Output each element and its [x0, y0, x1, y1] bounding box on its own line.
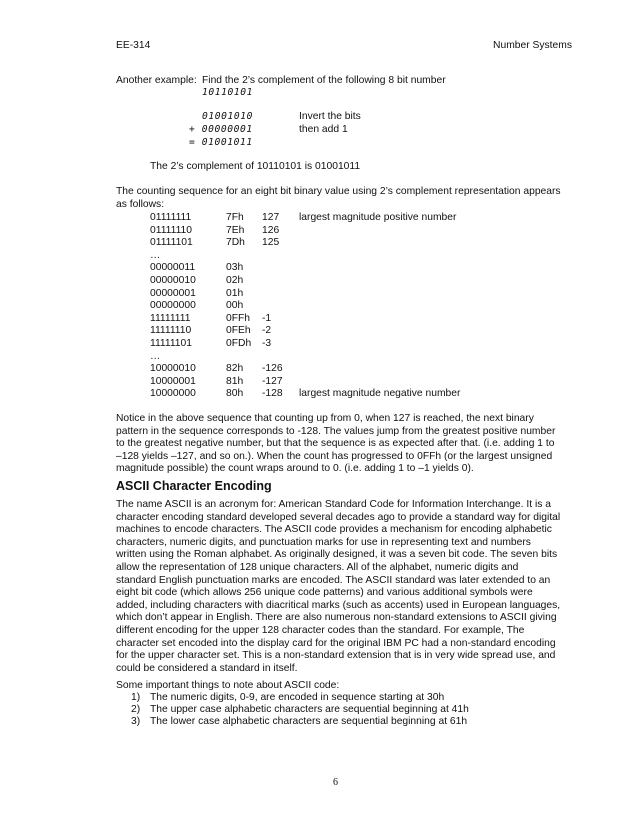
- seq-binary: 11111101: [150, 338, 192, 349]
- notice-line: –128 yields –127, and so on.). When the count has progressed to 0FFh (or the largest unsigned: [116, 450, 553, 462]
- seq-hex: 0FDh: [226, 338, 252, 349]
- seq-hex: 03h: [226, 262, 244, 274]
- ascii-line: machines to encode characters. The ASCII code provides a mechanism for encoding alphabetic: [116, 524, 552, 536]
- counting-intro-line: The counting sequence for an eight bit binary value using 2’s complement representation appears: [116, 186, 561, 197]
- seq-hex: 81h: [226, 375, 244, 387]
- seq-hex: 01h: [226, 287, 244, 299]
- seq-binary: 00000010: [150, 275, 196, 286]
- seq-hex: 0FEh: [226, 325, 251, 337]
- seq-binary: 01111110: [150, 224, 192, 236]
- note-add: then add 1: [299, 124, 348, 135]
- seq-row: [0, 250, 638, 263]
- seq-binary: …: [150, 350, 161, 362]
- seq-hex: 02h: [226, 275, 244, 286]
- seq-binary: 00000001: [150, 287, 196, 299]
- seq-row: [0, 376, 638, 389]
- seq-hex: 82h: [226, 363, 244, 375]
- seq-row: [0, 351, 638, 364]
- ascii-line: character set encoded into the display card for the original IBM PC had a non-standard encoding: [116, 637, 556, 649]
- seq-binary: 00000000: [150, 300, 196, 312]
- ascii-line: character encoding standard developed several decades ago to provide a standard way for digital: [116, 511, 561, 523]
- inverted-bits: 01001010: [202, 111, 254, 122]
- seq-binary: 11111111: [150, 312, 191, 324]
- seq-binary: 11111110: [150, 325, 192, 337]
- seq-decimal: -1: [262, 312, 272, 324]
- seq-row: [0, 212, 638, 225]
- ascii-line: for the upper character set. This is a non-standard extension that is in very wide spread use, and: [116, 650, 556, 662]
- seq-row: [0, 275, 638, 288]
- example-number: 10110101: [202, 87, 254, 98]
- seq-binary: 01111101: [150, 237, 193, 249]
- counting-sequence-table: [0, 212, 638, 402]
- seq-decimal: -2: [262, 325, 272, 337]
- note-number: 3): [131, 716, 141, 727]
- seq-row: [0, 237, 638, 250]
- notice-line: Notice in the above sequence that counting up from 0, when 127 is reached, the next binary: [116, 413, 534, 424]
- counting-intro: [116, 186, 576, 211]
- ascii-paragraph: [116, 499, 576, 675]
- ascii-line: eight bit code (which allows 256 unique code patterns) and various additional symbols were: [116, 587, 533, 599]
- seq-hex: 80h: [226, 388, 244, 400]
- ascii-line: could be considered a standard in itself.: [116, 662, 298, 674]
- example-prompt: Find the 2’s complement of the following 8 bit number: [202, 75, 446, 86]
- seq-row: [0, 288, 638, 301]
- seq-decimal: -3: [262, 338, 272, 349]
- notice-line: to the greatest negative number, but that the sequence is as expected after that. (i.e. adding 1 to: [116, 438, 555, 450]
- notice-line: pattern in the sequence corresponds to -128. The values jump from the greatest positive number: [116, 425, 556, 437]
- example-lead: Another example:: [116, 75, 197, 86]
- seq-decimal: 125: [262, 237, 280, 249]
- seq-row: [0, 325, 638, 338]
- header-right: Number Systems: [493, 40, 572, 51]
- notice-line: magnitude possible) the count wraps around to 0. (i.e. adding 1 to –1 yields 0).: [116, 463, 474, 475]
- ascii-line: different encoding for the upper 128 character codes than the standard. For example, The: [116, 624, 525, 636]
- seq-decimal: -127: [262, 375, 283, 387]
- ascii-line: standard English punctuation marks are encoded. The ASCII standard was later extended to an: [116, 574, 551, 586]
- note-number: 1): [131, 692, 141, 703]
- counting-intro-line: as follows:: [116, 198, 165, 210]
- seq-hex: 0FFh: [226, 312, 251, 324]
- ascii-line: characters, numeric digits, and punctuation marks for use in representing text and numbers: [116, 536, 531, 548]
- seq-binary: 10000000: [150, 388, 196, 400]
- equals-line: = 01001011: [189, 137, 253, 148]
- notice-paragraph: [116, 413, 576, 476]
- ascii-line: The name ASCII is an acronym for: American Standard Code for Information Interchange. It is a: [116, 499, 551, 510]
- notes-intro: Some important things to note about ASCII code:: [116, 680, 340, 691]
- seq-decimal: 126: [262, 224, 280, 236]
- seq-hex: 7Eh: [226, 224, 245, 236]
- ascii-line: which don’t appear in English. There are also numerous non-standard extensions to ASCII giving: [116, 612, 557, 624]
- seq-note: largest magnitude positive number: [299, 212, 457, 223]
- seq-hex: 00h: [226, 300, 244, 312]
- seq-decimal: -126: [262, 363, 283, 375]
- seq-binary: 10000010: [150, 363, 196, 375]
- seq-note: largest magnitude negative number: [299, 388, 461, 400]
- note-text: The upper case alphabetic characters are sequential beginning at 41h: [150, 704, 469, 715]
- note-text: The numeric digits, 0-9, are encoded in sequence starting at 30h: [150, 692, 445, 703]
- note-text: The lower case alphabetic characters are sequential beginning at 61h: [150, 716, 468, 727]
- seq-decimal: 127: [262, 212, 280, 223]
- plus-line: + 00000001: [189, 124, 253, 135]
- seq-binary: 00000011: [150, 262, 196, 274]
- seq-binary: 01111111: [150, 212, 192, 223]
- note-invert: Invert the bits: [299, 111, 361, 122]
- ascii-heading: ASCII Character Encoding: [116, 479, 272, 493]
- seq-binary: 10000001: [150, 375, 196, 387]
- ascii-line: added, including characters with diacritical marks (such as accents) used in European languages,: [116, 599, 561, 611]
- seq-row: [0, 338, 638, 351]
- header-left: EE-314: [116, 40, 151, 51]
- page-number: 6: [333, 777, 338, 788]
- seq-row: [0, 313, 638, 326]
- ascii-line: allow the representation of 128 unique characters. All of the alphabet, numeric digits and: [116, 561, 519, 573]
- seq-row: [0, 300, 638, 313]
- seq-decimal: -128: [262, 388, 283, 400]
- note-number: 2): [131, 704, 141, 715]
- seq-row: [0, 363, 638, 376]
- seq-row: [0, 388, 638, 401]
- ascii-line: written using the Roman alphabet. As originally designed, it was a seven bit code. The seven bits: [116, 549, 558, 561]
- seq-row: [0, 262, 638, 275]
- example-result: The 2’s complement of 10110101 is 01001011: [150, 161, 361, 172]
- seq-row: [0, 225, 638, 238]
- seq-hex: 7Dh: [226, 237, 245, 249]
- seq-binary: …: [150, 249, 161, 261]
- seq-hex: 7Fh: [226, 212, 244, 223]
